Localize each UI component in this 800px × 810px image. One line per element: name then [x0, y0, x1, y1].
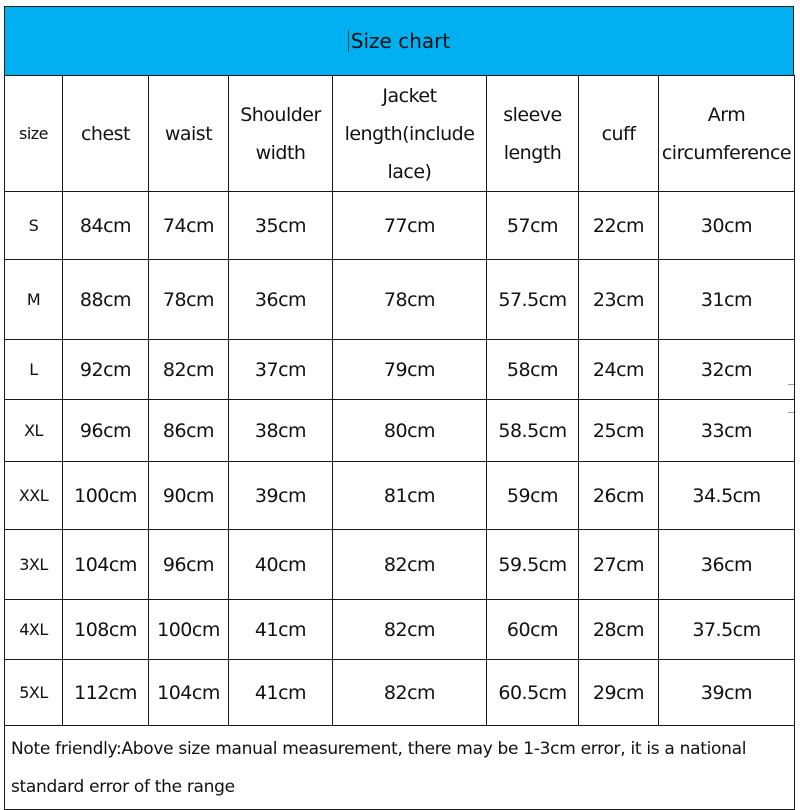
measurement-cell-arm: 34.5cm — [659, 462, 795, 530]
measurement-cell-jacket: 82cm — [333, 530, 487, 600]
table-row — [5, 600, 795, 660]
page-title: Size chart — [350, 29, 451, 53]
column-header-jacket — [333, 76, 487, 192]
column-header-line: length(include — [344, 122, 475, 145]
column-header-cuff — [579, 76, 659, 192]
measurement-cell-waist: 82cm — [149, 340, 229, 400]
size-label-cell: S — [5, 192, 63, 260]
side-tick-mark — [788, 412, 794, 413]
column-header-sleeve — [487, 76, 579, 192]
measurement-cell-shoulder: 40cm — [229, 530, 333, 600]
size-label-cell: 3XL — [5, 530, 63, 600]
measurement-cell-jacket: 78cm — [333, 260, 487, 340]
column-header-line: Jacket — [382, 84, 437, 107]
size-label-cell: 5XL — [5, 660, 63, 726]
measurement-cell-sleeve: 58.5cm — [487, 400, 579, 462]
column-header-line: waist — [164, 122, 213, 145]
table-row — [5, 660, 795, 726]
measurement-cell-arm: 33cm — [659, 400, 795, 462]
text-cursor-icon — [348, 30, 349, 52]
measurement-cell-waist: 96cm — [149, 530, 229, 600]
measurement-cell-chest: 92cm — [63, 340, 149, 400]
measurement-cell-arm: 31cm — [659, 260, 795, 340]
measurement-cell-cuff: 24cm — [579, 340, 659, 400]
measurement-cell-jacket: 80cm — [333, 400, 487, 462]
table-row — [5, 400, 795, 462]
note-row — [5, 726, 795, 810]
measurement-cell-cuff: 25cm — [579, 400, 659, 462]
measurement-cell-arm: 32cm — [659, 340, 795, 400]
measurement-cell-arm: 36cm — [659, 530, 795, 600]
measurement-cell-shoulder: 39cm — [229, 462, 333, 530]
column-header-line: Arm — [707, 103, 746, 126]
column-header-line: sleeve — [503, 103, 562, 126]
measurement-cell-waist: 100cm — [149, 600, 229, 660]
table-row — [5, 530, 795, 600]
column-header-line: length — [503, 141, 562, 164]
measurement-cell-cuff: 22cm — [579, 192, 659, 260]
column-header-line: cuff — [601, 122, 636, 145]
table-row — [5, 340, 795, 400]
column-header-line: chest — [80, 122, 131, 145]
column-header-size — [5, 76, 63, 192]
measurement-cell-sleeve: 59cm — [487, 462, 579, 530]
measurement-cell-sleeve: 60.5cm — [487, 660, 579, 726]
measurement-cell-arm: 37.5cm — [659, 600, 795, 660]
size-label-cell: XL — [5, 400, 63, 462]
measurement-cell-arm: 39cm — [659, 660, 795, 726]
table-row — [5, 260, 795, 340]
measurement-cell-arm: 30cm — [659, 192, 795, 260]
measurement-cell-chest: 84cm — [63, 192, 149, 260]
measurement-cell-chest: 108cm — [63, 600, 149, 660]
size-label-cell: L — [5, 340, 63, 400]
measurement-cell-waist: 90cm — [149, 462, 229, 530]
measurement-cell-chest: 112cm — [63, 660, 149, 726]
measurement-cell-cuff: 23cm — [579, 260, 659, 340]
size-chart-sheet — [4, 6, 794, 800]
measurement-cell-waist: 78cm — [149, 260, 229, 340]
measurement-cell-cuff: 26cm — [579, 462, 659, 530]
measurement-cell-sleeve: 59.5cm — [487, 530, 579, 600]
header-row — [5, 76, 795, 192]
measurement-cell-jacket: 82cm — [333, 660, 487, 726]
measurement-cell-jacket: 77cm — [333, 192, 487, 260]
table-row — [5, 462, 795, 530]
measurement-cell-cuff: 27cm — [579, 530, 659, 600]
measurement-cell-cuff: 28cm — [579, 600, 659, 660]
measurement-cell-chest: 88cm — [63, 260, 149, 340]
measurement-note: Note friendly:Above size manual measurement, there may be 1-3cm error, it is a national standard error of the range — [5, 726, 795, 810]
column-header-line: size — [18, 123, 49, 143]
column-header-line: circumference — [661, 141, 792, 164]
column-header-arm — [659, 76, 795, 192]
measurement-cell-chest: 96cm — [63, 400, 149, 462]
measurement-cell-shoulder: 37cm — [229, 340, 333, 400]
size-label-cell: M — [5, 260, 63, 340]
measurement-cell-waist: 74cm — [149, 192, 229, 260]
measurement-cell-sleeve: 58cm — [487, 340, 579, 400]
measurement-cell-shoulder: 38cm — [229, 400, 333, 462]
measurement-cell-jacket: 82cm — [333, 600, 487, 660]
measurement-cell-shoulder: 41cm — [229, 600, 333, 660]
measurement-cell-shoulder: 35cm — [229, 192, 333, 260]
table-row — [5, 192, 795, 260]
measurement-cell-sleeve: 57.5cm — [487, 260, 579, 340]
measurement-cell-chest: 104cm — [63, 530, 149, 600]
measurement-cell-sleeve: 60cm — [487, 600, 579, 660]
table-body — [5, 76, 795, 810]
measurement-cell-waist: 104cm — [149, 660, 229, 726]
column-header-line: lace) — [387, 160, 432, 183]
measurement-cell-jacket: 81cm — [333, 462, 487, 530]
measurement-cell-cuff: 29cm — [579, 660, 659, 726]
measurement-cell-jacket: 79cm — [333, 340, 487, 400]
column-header-line: Shoulder — [240, 103, 321, 126]
measurement-cell-shoulder: 36cm — [229, 260, 333, 340]
size-table — [4, 75, 795, 810]
size-label-cell: 4XL — [5, 600, 63, 660]
measurement-cell-waist: 86cm — [149, 400, 229, 462]
measurement-cell-sleeve: 57cm — [487, 192, 579, 260]
side-tick-mark — [788, 384, 794, 385]
column-header-chest — [63, 76, 149, 192]
title-bar — [4, 6, 794, 76]
column-header-shoulder — [229, 76, 333, 192]
column-header-line: width — [255, 141, 306, 164]
measurement-cell-shoulder: 41cm — [229, 660, 333, 726]
column-header-waist — [149, 76, 229, 192]
size-label-cell: XXL — [5, 462, 63, 530]
measurement-cell-chest: 100cm — [63, 462, 149, 530]
